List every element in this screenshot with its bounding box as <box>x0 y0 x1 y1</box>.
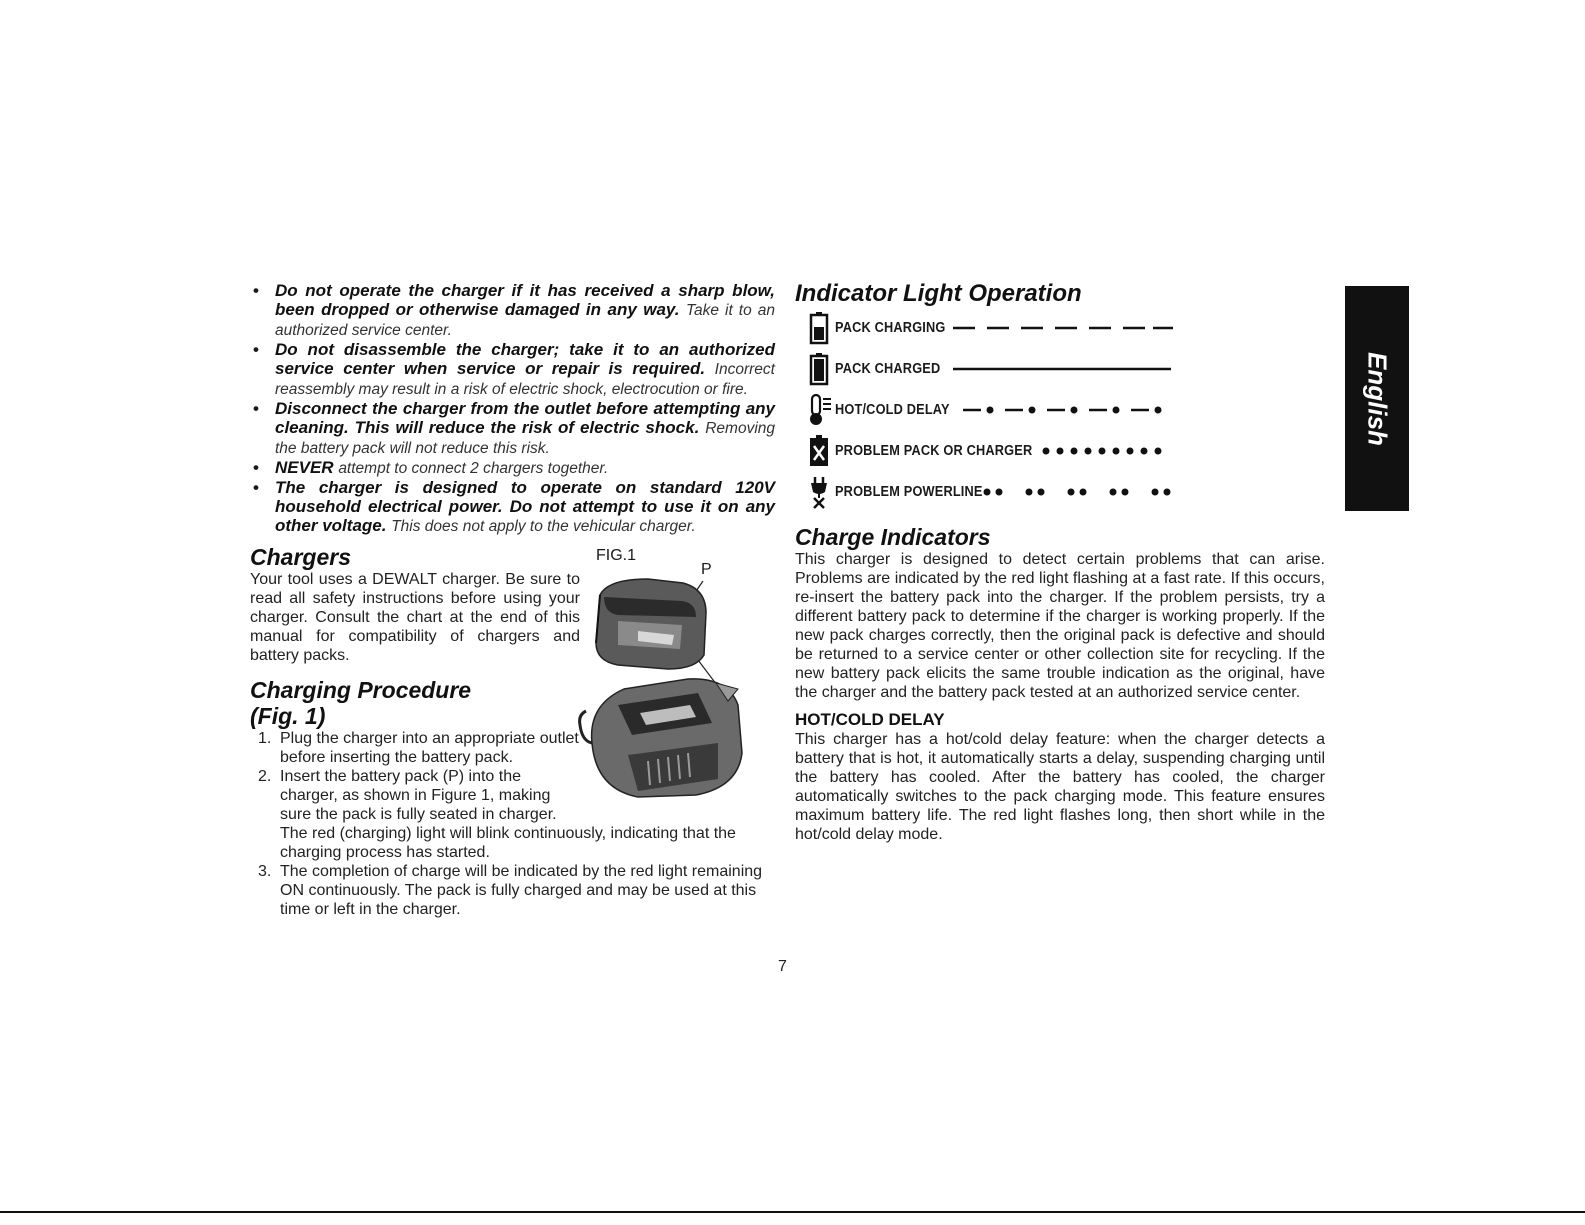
charge-indicators-text: This charger is designed to detect certain problems that can arise. Problems are indicated by the red light flashing at a fast rate. If this occurs, re-insert the battery pack into the charger. If the problem persists, try a different battery pack to determine if the charger is working properly. If the new pack charges correctly, then the original pack is defective and should be returned to a service center or other collection site for recycling. If the new battery pack elicits the same trouble indication as the original, have the charger and the battery pack tested at an authorized service center. <box>795 551 1325 701</box>
page-number: 7 <box>778 958 787 975</box>
indicator-row-hot-cold-delay: HOT/COLD DELAY <box>795 393 1325 434</box>
battery-pack-icon <box>596 579 706 669</box>
language-tab <box>1345 286 1409 511</box>
step-item: 1. Plug the charger into an appropriate outlet before inserting the battery pack. <box>258 730 579 766</box>
warning-item: • The charger is designed to operate on standard 120V household electrical power. Do not attempt to use it on any other voltage. This does not apply to the vehicular charger. <box>253 478 775 535</box>
bottom-rule <box>0 1211 1585 1213</box>
battery-full-icon <box>805 352 833 386</box>
charger-battery-illustration <box>578 565 778 815</box>
plug-x-icon <box>805 475 833 509</box>
safety-warnings-list <box>250 281 775 536</box>
charger-icon <box>580 679 742 797</box>
fig-callout-p: P <box>701 561 712 578</box>
charging-procedure-fig-ref: (Fig. 1) <box>250 703 326 729</box>
pattern-solid <box>953 359 1173 379</box>
indicator-row-problem-pack: PROBLEM PACK OR CHARGER <box>795 434 1325 475</box>
pattern-dash-dot <box>963 400 1173 420</box>
warning-item: • Disconnect the charger from the outlet before attempting any cleaning. This will reduce the risk of electric shock. Removing the battery pack will not reduce this risk. <box>253 399 775 457</box>
thermometer-icon <box>805 393 833 427</box>
warning-item: • Do not operate the charger if it has received a sharp blow, been dropped or otherwise damaged in any way. Take it to an authorized service center. <box>253 281 776 339</box>
right-column <box>795 281 1325 844</box>
hot-cold-delay-heading: HOT/COLD DELAY <box>795 710 945 729</box>
indicator-row-problem-powerline: PROBLEM POWERLINE <box>795 475 1325 516</box>
pattern-dots <box>1042 441 1172 461</box>
indicator-heading: Indicator Light Operation <box>795 280 1082 307</box>
warning-item: • Do not disassemble the charger; take it to an authorized service center when service or repair is required. Incorrect reassembly may result in a risk of electric shock, electrocution or fire. <box>253 340 775 398</box>
step-item: 3. The completion of charge will be indicated by the red light remaining ON continuously. The pack is fully charged and may be used at this time or left in the charger. <box>258 863 763 918</box>
pattern-double-dots <box>983 482 1173 502</box>
chargers-heading: Chargers <box>250 544 351 570</box>
charge-indicators-heading: Charge Indicators <box>795 524 991 550</box>
hot-cold-delay-text: This charger has a hot/cold delay feature: when the charger detects a battery that is hot, it automatically starts a delay, suspending charging until the battery has cooled. After the battery has cooled, the charger automatically switches to the pack charging mode. This feature ensures maximum battery life. The red light flashes long, then short while in the hot/cold delay mode. <box>795 731 1325 843</box>
pattern-dashed <box>953 318 1173 338</box>
indicator-row-pack-charged: PACK CHARGED <box>795 352 1325 393</box>
language-tab-label: English <box>1362 351 1393 446</box>
battery-charging-icon <box>805 311 833 345</box>
charging-procedure-heading: Charging Procedure <box>250 677 472 703</box>
fig-label: FIG.1 <box>596 547 637 564</box>
battery-x-icon <box>805 434 833 468</box>
indicator-row-pack-charging: PACK CHARGING <box>795 311 1325 352</box>
chargers-text: Your tool uses a DEWALT charger. Be sure to read all safety instructions before using your charger. Consult the chart at the end of this manual for compatibility of chargers and battery packs. <box>250 571 580 664</box>
warning-item: • NEVER attempt to connect 2 chargers together. <box>253 458 609 477</box>
step-item: 2. Insert the battery pack (P) into the charger, as shown in Figure 1, making sure the pack is fully seated in charger. The red (charging) light will blink continuously, indicating that the charging process has started. <box>258 768 736 861</box>
indicator-list <box>795 311 1325 516</box>
